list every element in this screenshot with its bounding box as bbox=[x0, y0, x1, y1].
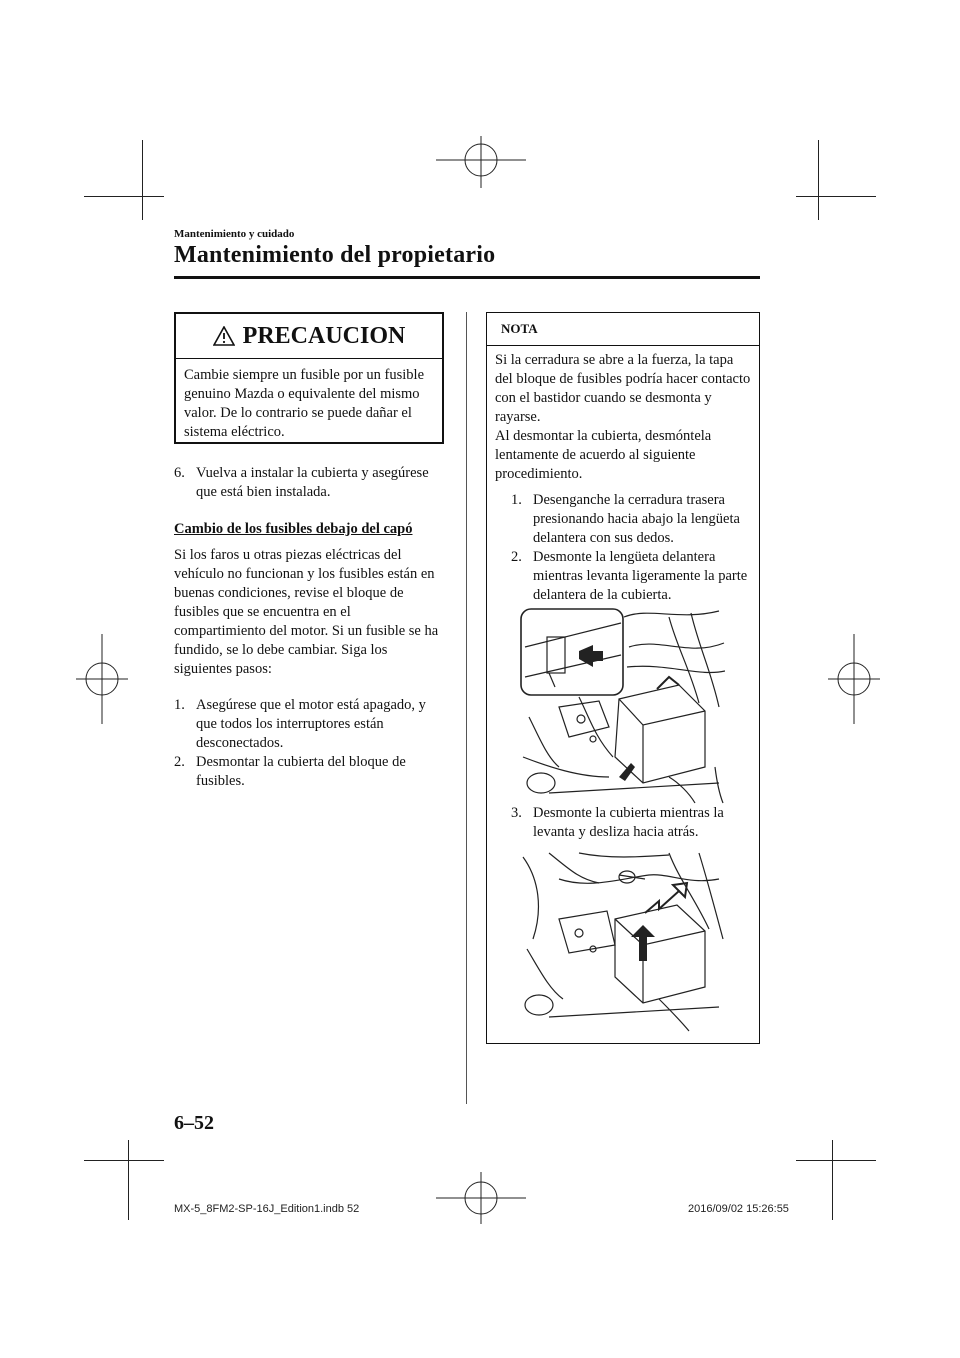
page-number: 6–52 bbox=[174, 1112, 214, 1134]
warning-triangle-icon bbox=[213, 326, 235, 346]
step-2-number: 2. bbox=[174, 754, 185, 770]
note-step-1-number: 1. bbox=[511, 492, 522, 508]
note-step-3-text: Desmonte la cubierta mientras la levanta y desliza hacia atrás. bbox=[533, 805, 724, 840]
fuse-box-illustration-unlock bbox=[519, 607, 725, 807]
registration-mark-top bbox=[436, 136, 526, 188]
note-title: NOTA bbox=[501, 321, 538, 336]
note-step-2-number: 2. bbox=[511, 549, 522, 565]
subheading: Cambio de los fusibles debajo del capó bbox=[174, 521, 413, 537]
step-2-text: Desmontar la cubierta del bloque de fusibles. bbox=[196, 754, 406, 789]
note-header bbox=[487, 313, 759, 346]
step-1-text: Asegúrese que el motor está apagado, y que todos los interruptores están desconectados. bbox=[196, 697, 426, 751]
note-step-2-text: Desmonte la lengüeta delantera mientras levanta ligeramente la parte delantera de la cubierta. bbox=[533, 549, 748, 603]
note-box bbox=[486, 312, 760, 1044]
column-divider bbox=[466, 312, 467, 1104]
caution-text: Cambie siempre un fusible por un fusible genuino Mazda o equivalente del mismo valor. De lo contrario se puede dañar el sistema eléctrico. bbox=[184, 367, 425, 440]
page-title: Mantenimiento del propietario bbox=[174, 242, 496, 268]
footer-file: MX-5_8FM2-SP-16J_Edition1.indb 52 bbox=[174, 1203, 360, 1215]
caution-title: PRECAUCION bbox=[242, 322, 406, 349]
step-6-number: 6. bbox=[174, 465, 185, 481]
registration-mark-bottom bbox=[436, 1172, 526, 1224]
note-step-3-number: 3. bbox=[511, 805, 522, 821]
registration-mark-right bbox=[828, 634, 880, 724]
intro-paragraph: Si los faros u otras piezas eléctricas del vehículo no funcionan y los fusibles están en buenas condiciones, revise el bloque de fusibles que se encuentra en el compartimiento del motor. Si un fusible se ha fundido, se lo debe cambiar. Siga los siguientes pasos: bbox=[174, 547, 439, 677]
registration-mark-left bbox=[76, 634, 128, 724]
footer-date: 2016/09/02 15:26:55 bbox=[688, 1203, 789, 1215]
section-label: Mantenimiento y cuidado bbox=[174, 228, 295, 240]
note-step-1-text: Desenganche la cerradura trasera presionando hacia abajo la lengüeta delantera con sus dedos. bbox=[533, 492, 740, 546]
step-6-text: Vuelva a instalar la cubierta y asegúrese que está bien instalada. bbox=[196, 465, 429, 500]
fuse-box-illustration-remove bbox=[519, 849, 725, 1033]
caution-header bbox=[176, 314, 442, 359]
step-1-number: 1. bbox=[174, 697, 185, 713]
header-rule bbox=[174, 276, 760, 279]
note-paragraph: Si la cerradura se abre a la fuerza, la tapa del bloque de fusibles podría hacer contacto con el bastidor cuando se desmonta y rayarse. Al desmontar la cubierta, desmóntela lentamente de acuerdo al siguiente procedimiento. bbox=[495, 352, 751, 482]
caution-box bbox=[174, 312, 444, 444]
